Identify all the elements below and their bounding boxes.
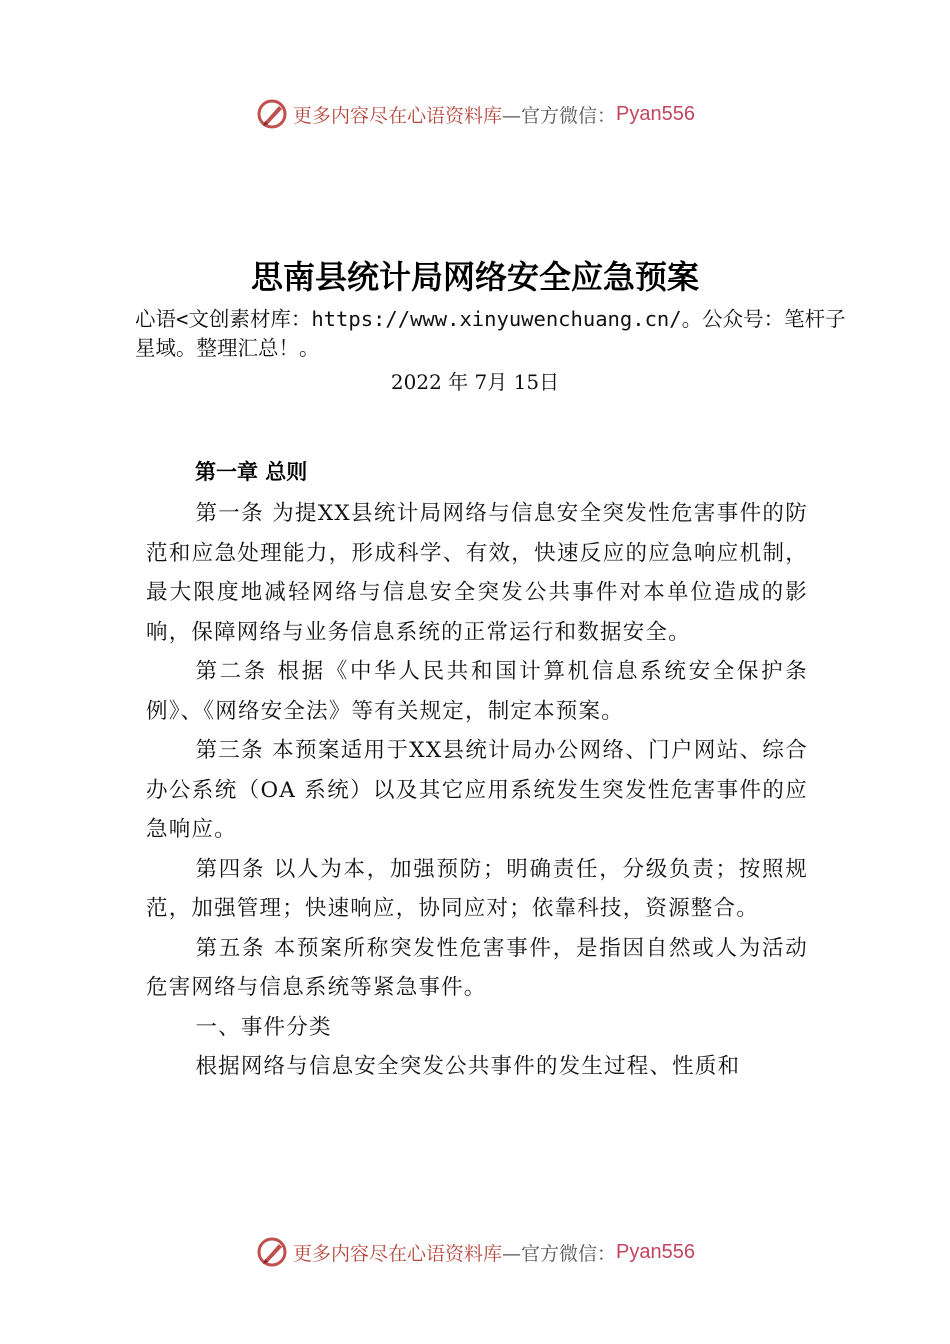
- footer-watermark-banner: [0, 1232, 950, 1272]
- banner-wechat-id: Pyan556: [616, 1240, 695, 1263]
- document-title: 思南县统计局网络安全应急预案: [250, 258, 699, 296]
- pen-logo-icon: [255, 1235, 289, 1269]
- article-4: 第四条 以人为本，加强预防；明确责任，分级负责；按照规范，加强管理；快速响应，协同应对；依靠科技，资源整合。: [146, 856, 808, 921]
- paragraph-classification-intro: 根据网络与信息安全突发公共事件的发生过程、性质和: [195, 1054, 741, 1079]
- source-note: 心语<文创素材库：https://www.xinyuwenchuang.cn/。公众号：笔杆子星域。整理汇总！。: [135, 307, 846, 360]
- section-heading-event-classification: 一、事件分类: [195, 1014, 332, 1040]
- article-1: 第一条 为提XX县统计局网络与信息安全突发性危害事件的防范和应急处理能力，形成科学、有效，快速反应的应急响应机制，最大限度地减轻网络与信息安全突发公共事件对本单位造成的影响，保障网络与业务信息系统的正常运行和数据安全。: [146, 501, 808, 645]
- header-watermark-banner: [0, 94, 950, 134]
- article-5: 第五条 本预案所称突发性危害事件，是指因自然或人为活动危害网络与信息系统等紧急事件。: [146, 935, 808, 1000]
- article-3: 第三条 本预案适用于XX县统计局办公网络、门户网站、综合办公系统（OA 系统）以及其它应用系统发生突发性危害事件的应急响应。: [146, 738, 808, 842]
- document-body: [146, 494, 808, 1087]
- banner-wechat-label: —官方微信：: [502, 104, 617, 127]
- banner-wechat-label: —官方微信：: [502, 1242, 617, 1265]
- article-2: 第二条 根据《中华人民共和国计算机信息系统安全保护条例》、《网络安全法》等有关规定，制定本预案。: [146, 659, 808, 724]
- document-date: 2022 年 7月 15日: [390, 370, 560, 394]
- pen-logo-icon: [255, 97, 289, 131]
- banner-wechat-id: Pyan556: [616, 102, 695, 125]
- chapter-heading: 第一章 总则: [195, 460, 308, 484]
- banner-main-text: 更多内容尽在心语资料库: [293, 1242, 503, 1265]
- banner-main-text: 更多内容尽在心语资料库: [293, 104, 503, 127]
